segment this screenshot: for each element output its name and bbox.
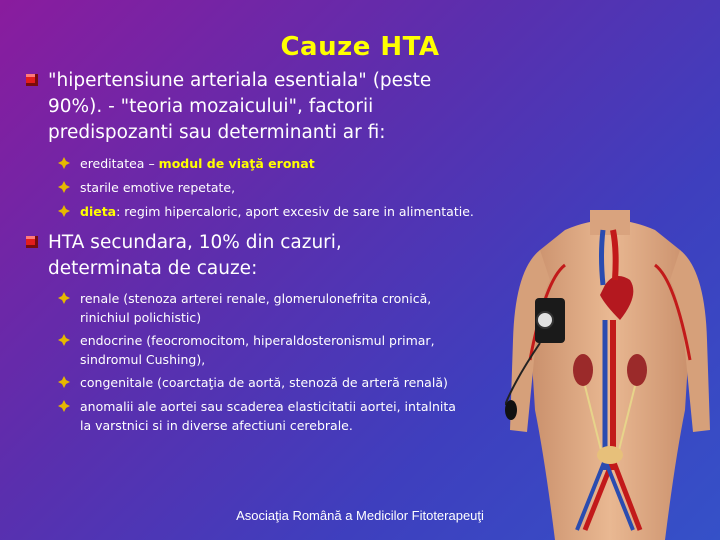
item-line: la varstnici si in diverse afectiuni cerebrale. bbox=[80, 418, 353, 433]
section2-item-3 bbox=[80, 373, 448, 392]
diamond-bullet-icon bbox=[58, 334, 70, 346]
item-line: anomalii ale aortei sau scaderea elasticitatii aortei, intalnita bbox=[80, 399, 456, 414]
section2-line2: determinata de cauze: bbox=[48, 258, 258, 279]
cube-bullet-icon bbox=[26, 236, 38, 248]
item-line: congenitale (coarctaţia de aortă, stenoză de arteră renală) bbox=[80, 375, 448, 390]
diamond-bullet-icon bbox=[58, 181, 70, 193]
item-line: endocrine (feocromocitom, hiperaldosteronismul primar, bbox=[80, 333, 435, 348]
item-text: ereditatea – bbox=[80, 156, 159, 171]
diamond-bullet-icon bbox=[58, 157, 70, 169]
diamond-bullet-icon bbox=[58, 205, 70, 217]
diamond-bullet-icon bbox=[58, 292, 70, 304]
item-text: starile emotive repetate, bbox=[80, 180, 236, 195]
section1-line3: predispozanti sau determinanti ar fi: bbox=[48, 122, 386, 143]
item-line: renale (stenoza arterei renale, glomerulonefrita cronică, bbox=[80, 291, 432, 306]
section2-line1: HTA secundara, 10% din cazuri, bbox=[48, 232, 342, 253]
item-text: : regim hipercaloric, aport excesiv de sare in alimentatie. bbox=[116, 204, 474, 219]
item-highlight: modul de viaţă eronat bbox=[158, 156, 315, 171]
section2-item-4 bbox=[80, 397, 456, 435]
footer-credit: Asociaţia Română a Medicilor Fitoterapeuţi bbox=[236, 508, 484, 523]
item-line: rinichiul polichistic) bbox=[80, 310, 202, 325]
section2-item-1 bbox=[80, 289, 431, 327]
section1-line1: "hipertensiune arteriala esentiala" (peste bbox=[48, 70, 432, 91]
section1-line2: 90%). - "teoria mozaicului", factorii bbox=[48, 96, 374, 117]
item-highlight: dieta bbox=[80, 204, 117, 219]
section1-item-1 bbox=[80, 154, 315, 173]
section1-item-3 bbox=[80, 202, 474, 221]
slide-title bbox=[0, 32, 720, 62]
section2-item-2 bbox=[80, 331, 435, 369]
diamond-bullet-icon bbox=[58, 376, 70, 388]
item-line: sindromul Cushing), bbox=[80, 352, 206, 367]
diamond-bullet-icon bbox=[58, 400, 70, 412]
cube-bullet-icon bbox=[26, 74, 38, 86]
anatomy-illustration bbox=[505, 210, 715, 540]
slide-title-text: Cauze HTA bbox=[280, 32, 440, 62]
section1-paragraph bbox=[48, 68, 431, 146]
section1-item-2 bbox=[80, 178, 235, 197]
section2-paragraph bbox=[48, 230, 342, 282]
